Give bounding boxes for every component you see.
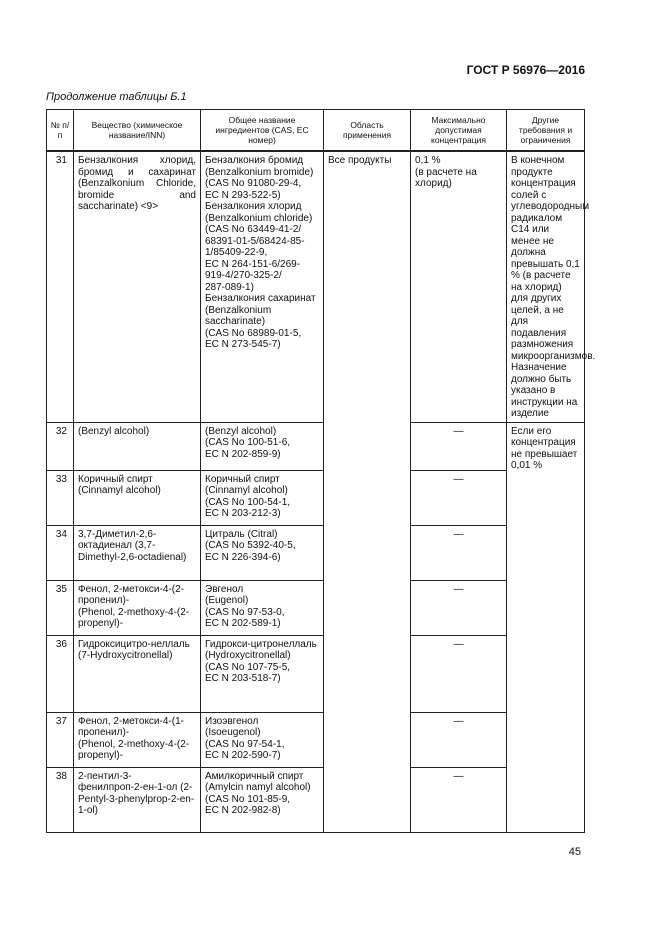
row-number: 38 (47, 767, 74, 832)
col-header-number: № п/п (47, 110, 74, 152)
table-row (47, 525, 585, 580)
table-row (47, 712, 585, 767)
common-name-cell: Амилкоричный спирт (Amylcin namyl alcohol) (CAS No 101-85-9, EC N 202-982-8) (201, 767, 324, 832)
concentration-cell: — (411, 712, 507, 767)
col-header-common-name: Общее название ингредиентов (CAS, EC номер) (201, 110, 324, 152)
common-name-cell: Цитраль (Citral) (CAS No 5392-40-5, EC N 226-394-6) (201, 525, 324, 580)
substance-cell: (Benzyl alcohol) (74, 422, 201, 470)
table-row (47, 635, 585, 712)
substances-table (46, 109, 596, 833)
col-header-other-requirements: Другие требования и ограничения (507, 110, 585, 152)
col-header-max-concentration: Максимально допустимая концентрация (411, 110, 507, 152)
row-number: 34 (47, 525, 74, 580)
common-name-cell: Бензалкония бромид (Benzalkonium bromide) (CAS No 91080-29-4, EC N 293-522-5) Бензалкония хлорид (Benzalkonium chloride) (CAS No 63449-41-2/ 68391-01-5/68424-85- 1/85409-22-9, EC N 264-151-6/269- 919-4/270-325-2/ 287-089-1) Бензалкония сахаринат (Benzalkonium saccharinate) (CAS No 68989-01-5, EC N 273-545-7) (201, 151, 324, 422)
concentration-cell: — (411, 635, 507, 712)
other-requirements-cell: Если его концентрация не превышает 0,01 % (507, 422, 585, 832)
substance-cell: Фенол, 2-метокси-4-(2-пропенил)- (Phenol, 2-methoxy-4-(2-propenyl)- (74, 580, 201, 635)
concentration-cell: — (411, 422, 507, 470)
table-row (47, 470, 585, 525)
table-row (47, 422, 585, 470)
substance-cell: Бензалкония хлорид, бромид и сахаринат (Benzalkonium Chloride, bromide and saccharinate) <9> (74, 151, 201, 422)
substance-cell: Фенол, 2-метокси-4-(1-пропенил)- (Phenol, 2-methoxy-4-(2-propenyl)- (74, 712, 201, 767)
row-number: 36 (47, 635, 74, 712)
substance-cell: 3,7-Диметил-2,6- октадиенал (3,7-Dimethyl-2,6-octadienal) (74, 525, 201, 580)
concentration-cell: — (411, 767, 507, 832)
row-number: 35 (47, 580, 74, 635)
common-name-cell: Эвгенол (Eugenol) (CAS No 97-53-0, EC N 202-589-1) (201, 580, 324, 635)
page-number: 45 (568, 846, 581, 858)
standard-title: ГОСТ Р 56976—2016 (466, 63, 585, 77)
substance-cell: Гидроксицитро-неллаль (7-Hydroxycitronellal) (74, 635, 201, 712)
common-name-cell: Гидрокси-цитронеллаль (Hydroxycitronellal) (CAS No 107-75-5, EC N 203-518-7) (201, 635, 324, 712)
table-row (47, 580, 585, 635)
common-name-cell: Коричный спирт (Cinnamyl alcohol) (CAS No 100-54-1, EC N 203-212-3) (201, 470, 324, 525)
application-area-cell: Все продукты (324, 151, 411, 832)
row-number: 32 (47, 422, 74, 470)
concentration-cell: 0,1 % (в расчете на хлорид) (411, 151, 507, 422)
concentration-cell: — (411, 525, 507, 580)
col-header-area: Область применения (324, 110, 411, 152)
common-name-cell: (Benzyl alcohol) (CAS No 100-51-6, EC N 202-859-9) (201, 422, 324, 470)
row-number: 31 (47, 151, 74, 422)
table-caption: Продолжение таблицы Б.1 (46, 91, 187, 103)
table-row (47, 767, 585, 832)
substance-cell: 2-пентил-3-фенилпроп-2-ен-1-ол (2-Pentyl-3-phenylprop-2-en-1-ol) (74, 767, 201, 832)
common-name-cell: Изоэвгенол (Isoeugenol) (CAS No 97-54-1, EC N 202-590-7) (201, 712, 324, 767)
substance-cell: Коричный спирт (Cinnamyl alcohol) (74, 470, 201, 525)
row-number: 37 (47, 712, 74, 767)
concentration-cell: — (411, 470, 507, 525)
table-row (47, 151, 585, 422)
row-number: 33 (47, 470, 74, 525)
other-requirements-cell: В конечном продукте концентрация солей с углеводородным радикалом C14 или менее не должна превышать 0,1 % (в расчете на хлорид) для других целей, а не для подавления размножения микроорганизмов. Назначение должно быть указано в инструкции на изделие (507, 151, 585, 422)
table-header-row (47, 110, 585, 152)
col-header-substance: Вещество (химическое название/INN) (74, 110, 201, 152)
concentration-cell: — (411, 580, 507, 635)
